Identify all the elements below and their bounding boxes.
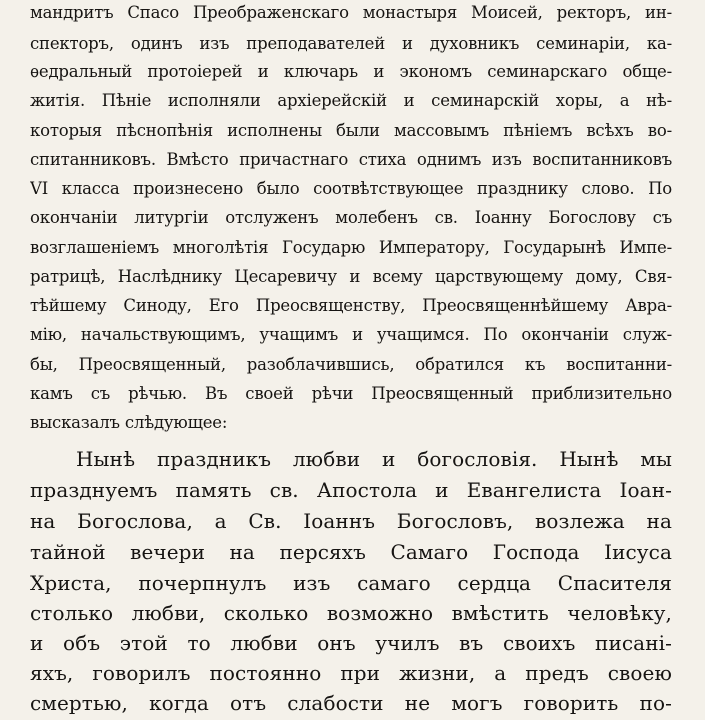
text-line: Христа, почерпнулъ изъ самаго сердца Спасителя xyxy=(30,571,672,595)
text-line: столько любви, сколько возможно вмѣстить человѣку, xyxy=(30,601,672,625)
text-line: мандритъ Спасо Преображенскаго монастыря Моисей, ректоръ, ин- xyxy=(30,3,672,22)
text-line: спекторъ, одинъ изъ преподавателей и духовникъ семинаріи, ка- xyxy=(30,34,672,53)
text-line: на Богослова, а Св. Іоаннъ Богословъ, возлежа на xyxy=(30,509,672,533)
text-line: VI класса произнесено было соотвѣтствующее празднику слово. По xyxy=(30,179,672,198)
text-line: окончаніи литургіи отслуженъ молебенъ св. Іоанну Богослову съ xyxy=(30,208,672,227)
text-line: яхъ, говорилъ постоянно при жизни, а предъ своею xyxy=(30,661,672,685)
text-line: житія. Пѣніе исполняли архіерейскій и семинарскій хоры, а нѣ- xyxy=(30,91,672,110)
text-line: Нынѣ праздникъ любви и богословія. Нынѣ мы xyxy=(76,447,672,471)
text-line: ѳедральный протоіерей и ключарь и экономъ семинарскаго обще- xyxy=(30,62,672,81)
text-line: которыя пѣснопѣнія исполнены были массовымъ пѣніемъ всѣхъ во- xyxy=(30,121,672,140)
text-line: мію, начальствующимъ, учащимъ и учащимся. По окончаніи служ- xyxy=(30,325,672,344)
text-line: спитанниковъ. Вмѣсто причастнаго стиха однимъ изъ воспитанниковъ xyxy=(30,150,672,169)
text-line: тайной вечери на персяхъ Самаго Господа Іисуса xyxy=(30,540,672,564)
text-line: смертью, когда отъ слабости не могъ говорить по- xyxy=(30,691,672,715)
text-line: высказалъ слѣдующее: xyxy=(30,413,228,432)
text-line: камъ съ рѣчью. Въ своей рѣчи Преосвященный приблизительно xyxy=(30,384,672,403)
text-line: и объ этой то любви онъ училъ въ своихъ писані- xyxy=(30,631,672,655)
text-line: ратрицѣ, Наслѣднику Цесаревичу и всему царствующему дому, Свя- xyxy=(30,267,672,286)
text-line: возглашеніемъ многолѣтія Государю Императору, Государынѣ Импе- xyxy=(30,238,672,257)
text-line: празднуемъ память св. Апостола и Евангелиста Іоан- xyxy=(30,478,672,502)
text-line: бы, Преосвященный, разоблачившись, обратился къ воспитанни- xyxy=(30,355,672,374)
text-line: тѣйшему Синоду, Его Преосвященству, Преосвященнѣйшему Авра- xyxy=(30,296,672,315)
